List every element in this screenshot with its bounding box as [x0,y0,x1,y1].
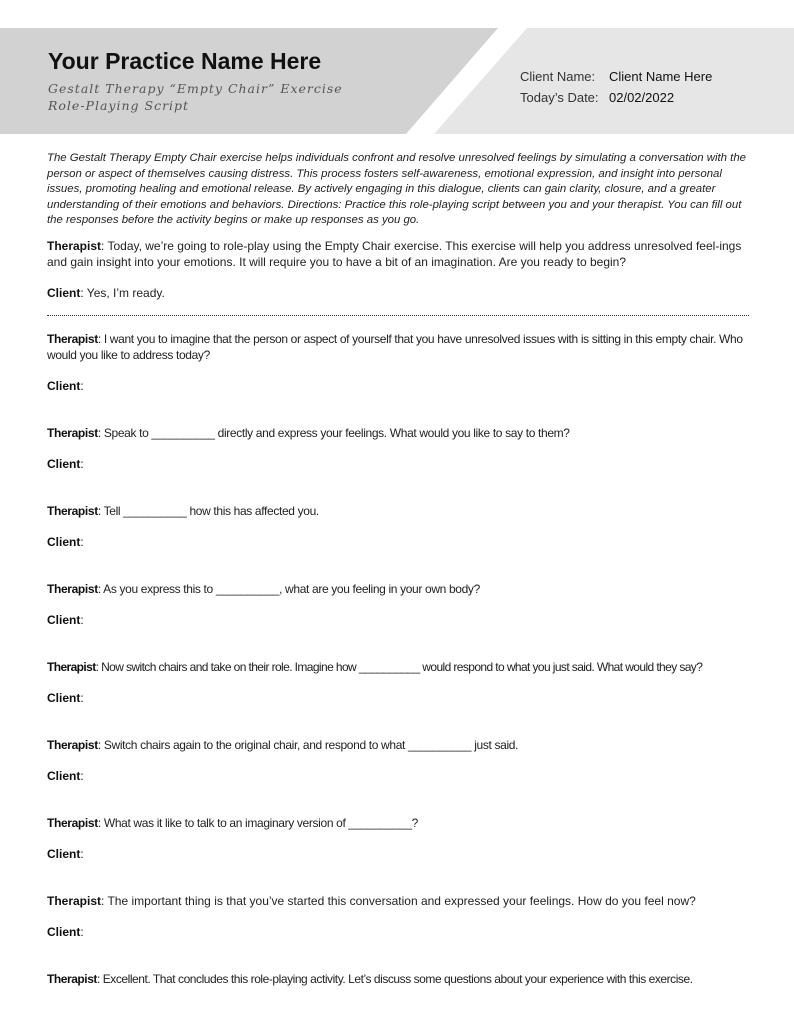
speaker-label: Client [47,535,81,549]
intro-paragraph: The Gestalt Therapy Empty Chair exercise helps individuals confront and resolve unresolved feelings by simulating a conversation with the person or aspect of themselves causing distress. This process fosters self-awareness, emotional expression, and insight into personal issues, promoting healing and emotional release. By actively engaging in this dialogue, clients can gain clarity, closure, and a greater understanding of their emotions and behaviors. Directions: Practice this role-playing script between you and your therapist. You can fill out the responses before the activity begins or make up responses as you go. [47,152,746,227]
speaker-label: Therapist [47,504,98,518]
speaker-label: Client [47,691,81,705]
script-line [47,238,757,270]
speaker-label: Therapist [47,582,98,596]
script-line [47,378,757,394]
speaker-label: Therapist [47,972,97,986]
response-blank[interactable]: : [80,925,84,939]
worksheet-subtitle [48,80,343,114]
script-text: : Tell __________ how this has affected you. [97,504,319,518]
script-line [47,581,757,597]
script-text: : What was it like to talk to an imaginary version of __________? [97,816,418,830]
script-text: : Yes, I’m ready. [80,286,165,300]
response-blank[interactable]: : [80,691,84,705]
header-banner [0,28,794,134]
speaker-label: Client [47,769,81,783]
response-blank[interactable]: : [80,379,84,393]
script-line [47,690,757,706]
subtitle-line-2: Role-Playing Script [48,98,190,113]
date-field[interactable]: 02/02/2022 [609,90,675,105]
response-blank[interactable]: : [80,613,84,627]
subtitle-line-1: Gestalt Therapy “Empty Chair” Exercise [48,81,343,96]
speaker-label: Client [47,925,81,939]
script-line [47,425,757,441]
script-line [47,331,757,363]
script-line [47,893,757,909]
speaker-label: Client [47,457,81,471]
speaker-label: Therapist [47,239,102,253]
script-line [47,768,757,784]
client-name-label: Client Name: [520,69,596,84]
date-row [520,87,712,108]
script-line [47,924,757,940]
speaker-label: Client [47,286,81,300]
script-line [47,612,757,628]
script-line [47,503,757,519]
script-text: : Speak to __________ directly and express your feelings. What would you like to say to them? [97,426,570,440]
script-text: : Today, we’re going to role-play using the Empty Chair exercise. This exercise will help you address unresolved feel-ings and gain insight into your emotions. It will require you to have a bit of an imagination. Are you ready to begin? [47,239,742,269]
script-text: : As you express this to __________, what are you feeling in your own body? [97,582,480,596]
script-line [47,971,757,987]
speaker-label: Therapist [47,738,98,752]
script-line [47,737,757,753]
speaker-label: Client [47,613,81,627]
script-line [47,534,757,550]
script-line [47,846,757,862]
script-text: : Now switch chairs and take on their role. Imagine how __________ would respond to what you just said. What would they say? [95,660,703,674]
client-name-field[interactable]: Client Name Here [609,69,713,84]
script-text: : The important thing is that you’ve started this conversation and expressed your feelings. How do you feel now? [101,894,696,908]
response-blank[interactable]: : [80,535,84,549]
speaker-label: Therapist [47,332,98,346]
date-label: Today’s Date: [520,90,599,105]
client-info [520,66,712,108]
section-divider [47,315,749,316]
speaker-label: Therapist [47,816,98,830]
practice-name: Your Practice Name Here [48,48,322,74]
speaker-label: Therapist [47,894,102,908]
response-blank[interactable]: : [80,847,84,861]
script-text: : Switch chairs again to the original chair, and respond to what __________ just said. [97,738,519,752]
script-line [47,815,757,831]
script-line [47,285,757,301]
speaker-label: Therapist [47,426,98,440]
response-blank[interactable]: : [80,457,84,471]
response-blank[interactable]: : [80,769,84,783]
speaker-label: Client [47,379,81,393]
script-text: : Excellent. That concludes this role-playing activity. Let’s discuss some questions about your experience with this exercise. [96,972,693,986]
speaker-label: Therapist [47,660,96,674]
script-text: : I want you to imagine that the person or aspect of yourself that you have unresolved issues with is sitting in this empty chair. Who would you like to address today? [47,332,743,362]
speaker-label: Client [47,847,81,861]
client-name-row [520,66,712,87]
script-line [47,659,757,675]
script-line [47,456,757,472]
